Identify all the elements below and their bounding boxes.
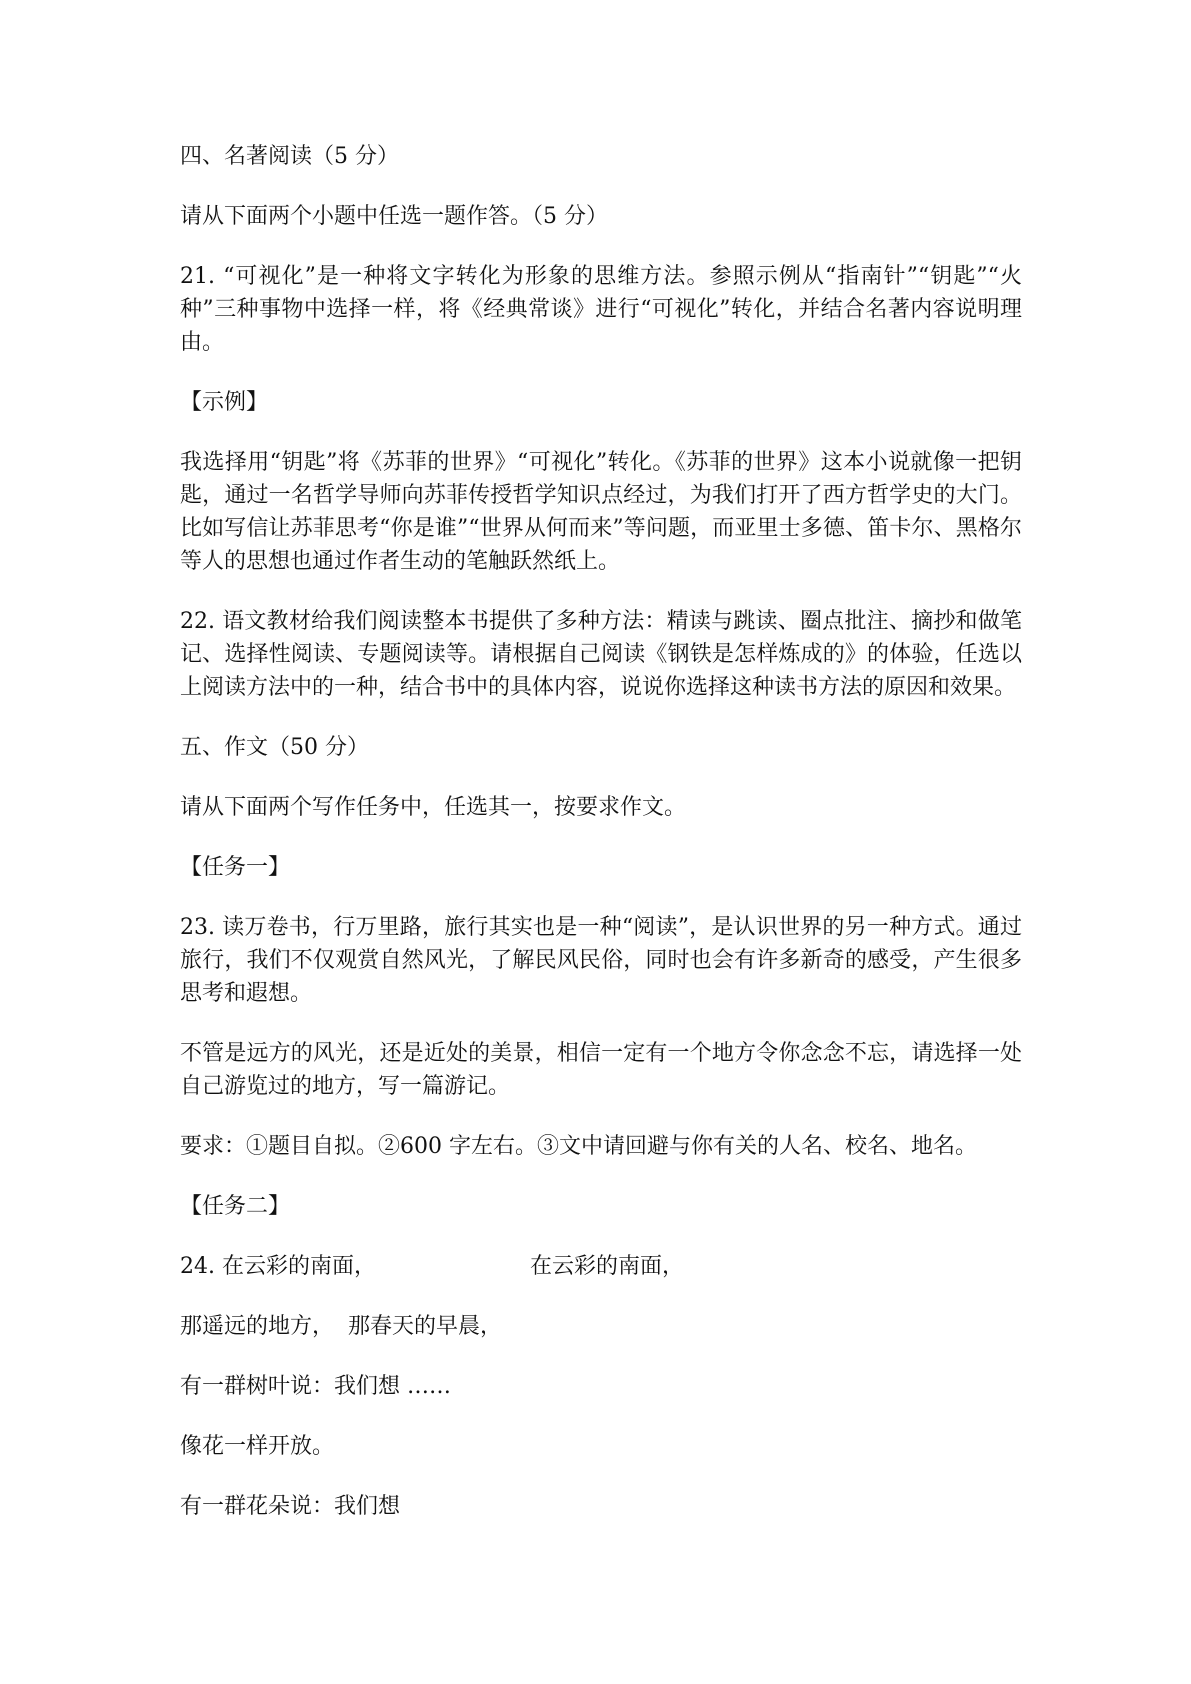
question-23: 23. 读万卷书，行万里路，旅行其实也是一种“阅读”，是认识世界的另一种方式。通过旅行，我们不仅观赏自然风光，了解民风民俗，同时也会有许多新奇的感受，产生很多思考和遐想。 [180, 915, 1022, 1006]
poem-line-5: 有一群花朵说：我们想 [180, 1494, 401, 1519]
question-24-right: 在云彩的南面， [530, 1254, 685, 1279]
question-24-first-line [180, 1250, 1022, 1283]
document-body [180, 140, 1022, 1550]
question-21: 21. “可视化”是一种将文字转化为形象的思维方法。参照示例从“指南针”“钥匙”“火种”三种事物中选择一样，将《经典常谈》进行“可视化”转化，并结合名著内容说明理由。 [180, 264, 1022, 355]
poem-line-3: 有一群树叶说：我们想 …… [180, 1374, 451, 1399]
section4-title: 四、名著阅读（5 分） [180, 144, 399, 169]
section5-instruction: 请从下面两个写作任务中，任选其一，按要求作文。 [180, 795, 687, 820]
example-text: 我选择用“钥匙”将《苏菲的世界》“可视化”转化。《苏菲的世界》这本小说就像一把钥匙，通过一名哲学导师向苏菲传授哲学知识点经过，为我们打开了西方哲学史的大门。比如写信让苏菲思考“你是谁”“世界从何而来”等问题，而亚里士多德、笛卡尔、黑格尔等人的思想也通过作者生动的笔触跃然纸上。 [180, 450, 1022, 574]
poem-line-4: 像花一样开放。 [180, 1434, 335, 1459]
question-23-prompt: 不管是远方的风光，还是近处的美景，相信一定有一个地方令你念念不忘，请选择一处自己游览过的地方，写一篇游记。 [180, 1041, 1022, 1099]
question-23-requirements: 要求：①题目自拟。②600 字左右。③文中请回避与你有关的人名、校名、地名。 [180, 1134, 977, 1159]
section5-title: 五、作文（50 分） [180, 735, 369, 760]
section4-instruction: 请从下面两个小题中任选一题作答。（5 分） [180, 204, 608, 229]
question-24-left: 24. 在云彩的南面， [180, 1254, 376, 1279]
task2-label: 【任务二】 [180, 1194, 291, 1219]
example-label: 【示例】 [180, 390, 269, 415]
task1-label: 【任务一】 [180, 855, 291, 880]
question-22: 22. 语文教材给我们阅读整本书提供了多种方法：精读与跳读、圈点批注、摘抄和做笔记、选择性阅读、专题阅读等。请根据自己阅读《钢铁是怎样炼成的》的体验，任选以上阅读方法中的一种，结合书中的具体内容，说说你选择这种读书方法的原因和效果。 [180, 609, 1022, 700]
poem-line-2: 那遥远的地方， 那春天的早晨， [180, 1314, 502, 1339]
